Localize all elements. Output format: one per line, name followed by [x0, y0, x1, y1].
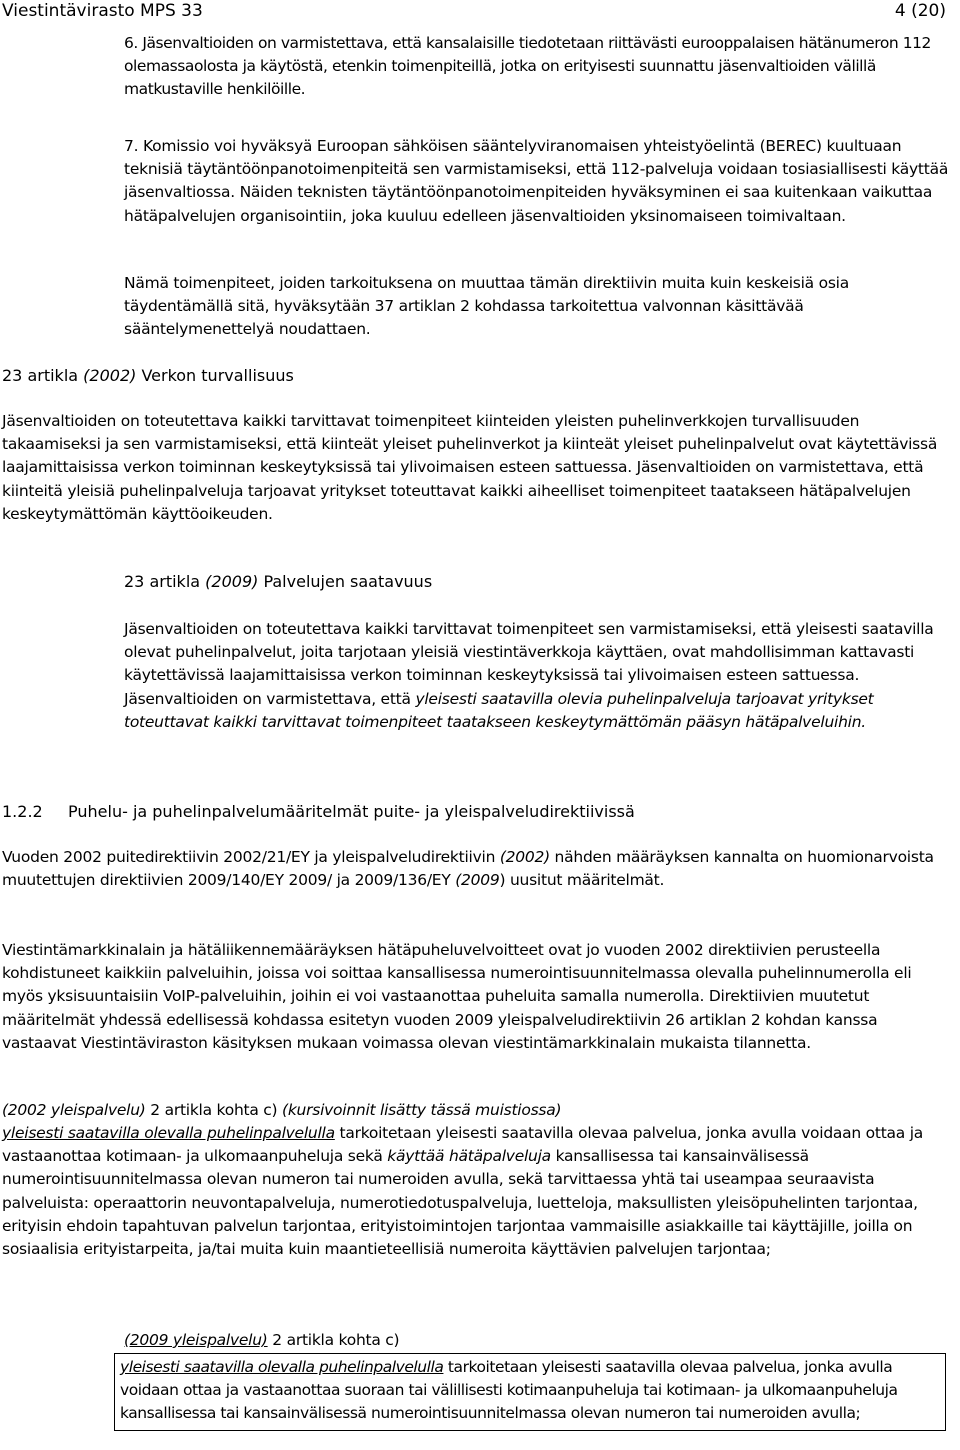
article-2002-body: Jäsenvaltioiden on toteutettava kaikki tarvittavat toimenpiteet kiinteiden yleisten puhelinverkkojen turvallisuuden takaamiseksi ja sen varmistamiseksi, että kiinteät yleiset puhelinverkot ja kiinteät yleiset puhelinpalvelut ovat käytettävissä laajamittaisissa verkon toiminnan keskeytyksissä tai ylivoimaisen esteen sattuessa. Jäsenvaltioiden on varmistettava, että kiinteitä yleisiä puhelinpalveluja tarjoavat yritykset toteuttavat kaikki aiheelliset toimenpiteet taatakseen hätäpalvelujen keskeytymättömän käyttöoikeuden.	[2, 412, 938, 523]
section-title: Puhelu- ja puhelinpalvelumääritelmät puite- ja yleispalveludirektiivissä	[68, 802, 635, 821]
year-tag: (2009)	[205, 572, 259, 591]
defined-term: yleisesti saatavilla olevalla puhelinpalvelulla	[2, 1124, 335, 1142]
header-doc-title: Viestintävirasto MPS 33	[2, 1, 203, 21]
defined-term: yleisesti saatavilla olevalla puhelinpalvelulla	[120, 1358, 444, 1376]
article-2009-body: Jäsenvaltioiden on toteutettava kaikki tarvittavat toimenpiteet sen varmistamiseksi, että yleisesti saatavilla olevat puhelinpalvelut, joita tarjotaan yleisiä viestintäverkkoja käyttäen, ovat mahdollisimman kattavasti käytettävissä laajamittaisissa verkon toiminnan keskeytyksissä tai ylivoimaisen esteen sattuessa. Jäsenvaltioiden on varmistettava, että yleisesti saatavilla olevia puhelinpalveluja tarjoavat yritykset toteuttavat kaikki tarvittavat toimenpiteet taatakseen keskeytymättömän pääsyn hätäpalveluihin.	[124, 620, 934, 731]
section-heading	[2, 800, 954, 823]
list-item-7: 7. Komissio voi hyväksyä Euroopan sähköisen sääntelyviranomaisen yhteistyöelintä (BEREC) kuultuaan teknisiä täytäntöönpanotoimenpiteitä sen varmistamiseksi, että 112-palveluja voidaan tosiasiallisesti käyttää jäsenvaltiossa. Näiden teknisten täytäntöönpanotoimenpiteiden hyväksyminen ei saa kuitenkaan vaikuttaa hätäpalvelujen organisointiin, joka kuuluu edelleen jäsenvaltioiden yksinomaiseen toimivaltaan.	[124, 137, 949, 225]
paragraph-definitions-intro: Vuoden 2002 puitedirektiivin 2002/21/EY ja yleispalveludirektiivin (2002) nähden määräyksen kannalta on huomionarvoista muutettujen direktiivien 2009/140/EY 2009/ ja 2009/136/EY (2009) uusitut määritelmät.	[2, 848, 934, 890]
article-2002-heading: 23 artikla (2002) Verkon turvallisuus	[2, 366, 294, 385]
definition-2009-heading: (2009 yleispalvelu) 2 artikla kohta c)	[124, 1331, 400, 1349]
section-number: 1.2.2	[2, 802, 43, 821]
list-item-7-note: Nämä toimenpiteet, joiden tarkoituksena on muuttaa tämän direktiivin muita kuin keskeisiä osia täydentämällä sitä, hyväksytään 37 artiklan 2 kohdassa tarkoitettua valvonnan käsittävää sääntelymenettelyä noudattaen.	[124, 274, 849, 339]
list-item-6: 6. Jäsenvaltioiden on varmistettava, että kansalaisille tiedotetaan riittävästi eurooppalaisen hätänumeron 112 olemassaolosta ja käytöstä, etenkin toimenpiteillä, jotka on erityisesti suunnattu jäsenvaltioiden välillä matkustaville henkilöille.	[124, 34, 931, 99]
paragraph-viestintamarkkinalaki: Viestintämarkkinalain ja hätäliikennemääräyksen hätäpuheluvelvoitteet ovat jo vuoden 2002 direktiivien perusteella kohdistuneet kaikkiin palveluihin, joissa voi soittaa kansallisessa numerointisuunnitelmassa olevalla puhelinnumerolla eli myös yksisuuntaisiin VoIP-palveluihin, joihin ei voi vastaanottaa puheluita samalla numerolla. Direktiivien muutetut määritelmät yhdessä edellisessä kohdassa esitetyn vuoden 2009 yleispalveludirektiivin 26 artiklan 2 kohdan kanssa vastaavat Viestintäviraston käsityksen mukaan voimassa olevan viestintämarkkinalain mukaista tilannetta.	[2, 941, 912, 1052]
page-header	[2, 0, 958, 24]
year-tag: (2002)	[83, 366, 137, 385]
definition-2002-text: yleisesti saatavilla olevalla puhelinpalvelulla tarkoitetaan yleisesti saatavilla olevaa palvelua, jonka avulla voidaan ottaa ja vastaanottaa kotimaan- ja ulkomaanpuheluja sekä käyttää hätäpalveluja kansallisessa tai kansainvälisessä numerointisuunnitelmassa olevan numeron tai numeroiden avulla, sekä tarvittaessa yhtä tai useampaa seuraavista palveluista: operaattorin neuvontapalveluja, numerotiedotuspalveluja, luetteloja, maksullisten yleisöpuhelinten tarjontaa, erityisin ehdoin tapahtuvan palvelun tarjontaa, erityistoimintojen tarjontaa vammaisille asiakkaille tai käyttäjille, joilla on sosiaalisia erityistarpeita, ja/tai muita kuin maantieteellisiä numeroita käyttävien palvelujen tarjontaa;	[2, 1124, 924, 1259]
emphasis-text: yleisesti saatavilla olevia puhelinpalveluja tarjoavat yritykset toteuttavat kaikki tarvittavat toimenpiteet taatakseen keskeytymättömän pääsyn hätäpalveluihin.	[124, 689, 874, 731]
definition-2002-heading: (2002 yleispalvelu) 2 artikla kohta c) (kursivoinnit lisätty tässä muistiossa)	[2, 1101, 562, 1119]
definition-2009-box: yleisesti saatavilla olevalla puhelinpalvelulla tarkoitetaan yleisesti saatavilla olevaa palvelua, jonka avulla voidaan ottaa ja vastaanottaa suoraan tai välillisesti kotimaanpuheluja tai kotimaan- ja ulkomaanpuheluja kansallisessa tai kansainvälisessä numerointisuunnitelmassa olevan numeron tai numeroiden avulla;	[114, 1353, 946, 1431]
article-2009-heading: 23 artikla (2009) Palvelujen saatavuus	[124, 572, 433, 591]
header-page-number: 4 (20)	[894, 1, 946, 21]
